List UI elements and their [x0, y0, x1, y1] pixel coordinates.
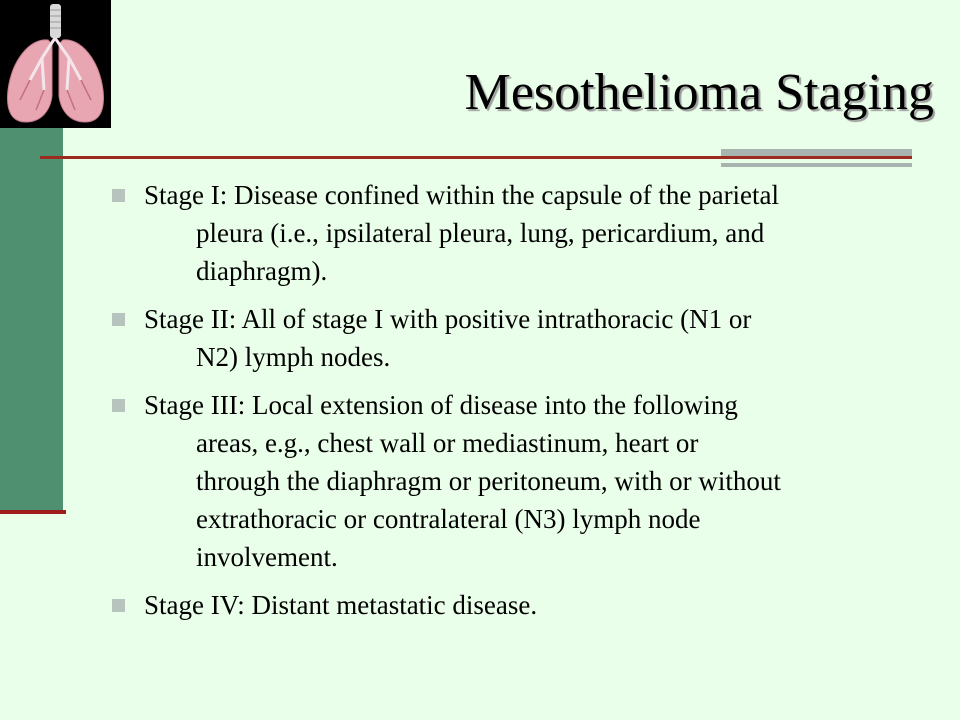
bullet-line: Stage IV: Distant metastatic disease.	[144, 590, 538, 620]
bullet-line: involvement.	[196, 542, 338, 572]
bullet-marker-icon	[112, 599, 125, 612]
bullet-stage-2	[108, 300, 908, 376]
bullet-line: N2) lymph nodes.	[196, 342, 391, 372]
bullet-line: areas, e.g., chest wall or mediastinum, heart or	[196, 428, 699, 458]
bullet-marker-icon	[112, 313, 125, 326]
bullet-line: through the diaphragm or peritoneum, with or without	[196, 466, 781, 496]
bullet-stage-3	[108, 386, 908, 576]
bullet-line: Stage I: Disease confined within the capsule of the parietal	[144, 180, 780, 210]
slide-title: Mesothelioma Staging	[464, 64, 934, 121]
bullet-marker-icon	[112, 189, 125, 202]
bullet-line: Stage II: All of stage I with positive intrathoracic (N1 or	[144, 304, 752, 334]
title-divider-grey-thick	[721, 149, 912, 156]
bullet-stage-1	[108, 176, 908, 290]
bullet-line: pleura (i.e., ipsilateral pleura, lung, pericardium, and	[196, 218, 765, 248]
bullet-stage-4	[108, 586, 908, 624]
bullet-line: diaphragm).	[196, 256, 328, 286]
bullet-marker-icon	[112, 399, 125, 412]
bullet-line: extrathoracic or contralateral (N3) lymph node	[196, 504, 701, 534]
bullet-line: Stage III: Local extension of disease into the following	[144, 390, 738, 420]
side-bar-underline	[0, 510, 66, 514]
title-divider-red	[40, 156, 912, 159]
title-divider-grey-thin	[721, 163, 912, 167]
lungs-icon	[0, 0, 111, 128]
bullet-list	[108, 176, 908, 634]
